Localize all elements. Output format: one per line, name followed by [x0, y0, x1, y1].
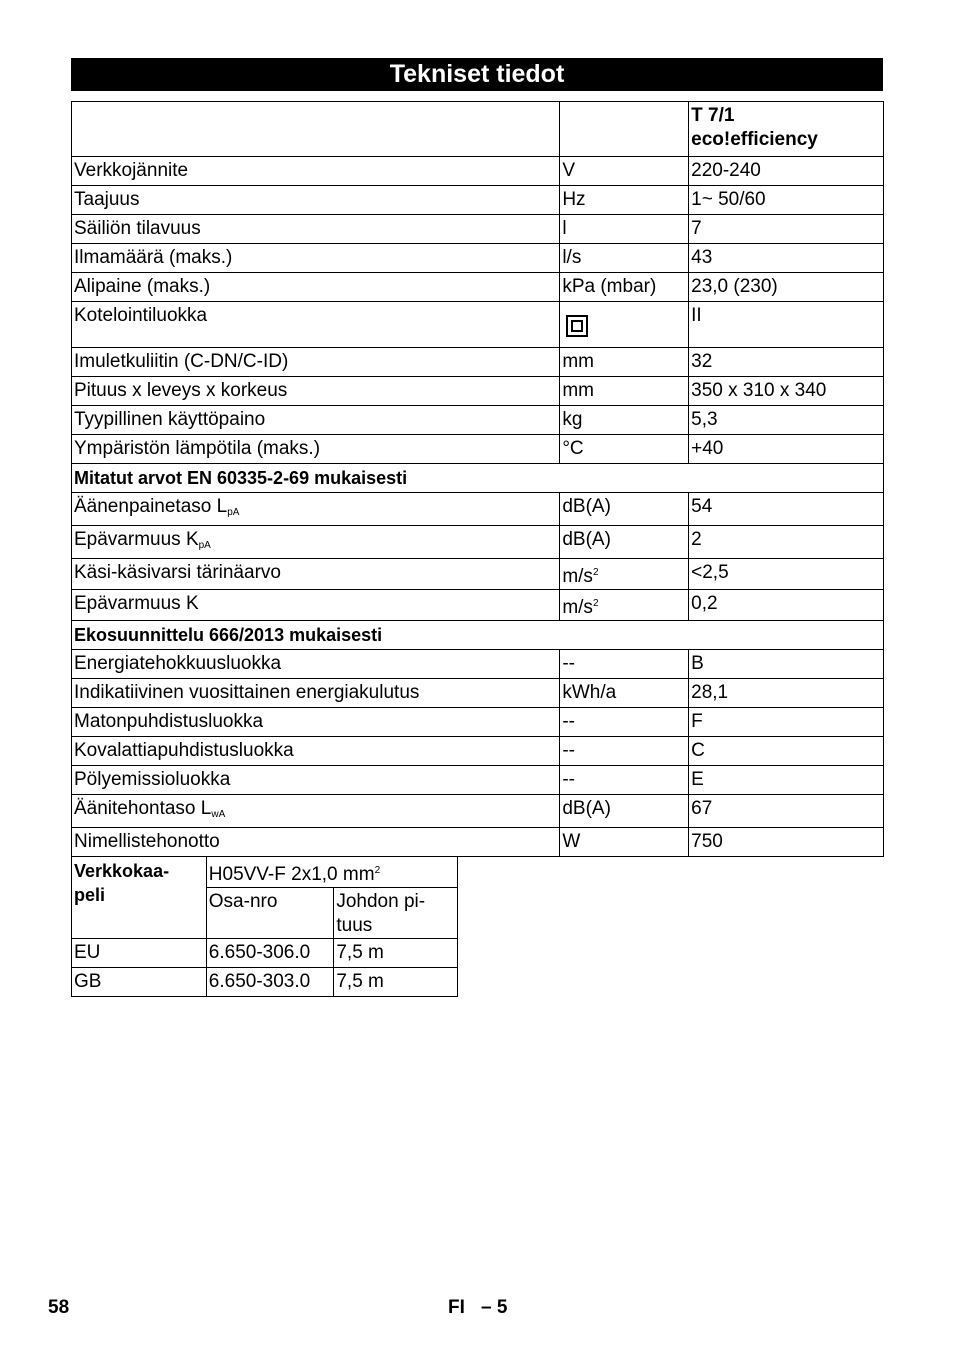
row-label: Alipaine (maks.) — [72, 273, 560, 302]
page-title: Tekniset tiedot — [71, 58, 883, 91]
table-row — [72, 828, 884, 857]
table-row — [72, 526, 884, 559]
region-cell: GB — [72, 968, 207, 997]
row-value: <2,5 — [689, 559, 884, 590]
row-unit: mm — [560, 348, 689, 377]
row-value: F — [689, 708, 884, 737]
row-value: 0,2 — [689, 590, 884, 621]
table-row — [72, 377, 884, 406]
row-label: Äänitehontaso $L_{wA}$ — [72, 795, 560, 828]
section-page-number: – 5 — [481, 1297, 508, 1318]
part-number-cell: 6.650-306.0 — [206, 939, 334, 968]
cable-length-cell: 7,5 m — [334, 939, 458, 968]
table-row — [72, 679, 884, 708]
row-label: Tyypillinen käyttöpaino — [72, 406, 560, 435]
row-value: B — [689, 650, 884, 679]
row-unit: -- — [560, 708, 689, 737]
row-value: 54 — [689, 493, 884, 526]
row-label: Pituus x leveys x korkeus — [72, 377, 560, 406]
table-row — [72, 406, 884, 435]
cable-length-cell: 7,5 m — [334, 968, 458, 997]
table-row — [72, 650, 884, 679]
row-label: Verkkojännite — [72, 157, 560, 186]
row-label: Kotelointiluokka — [72, 302, 560, 348]
table-row — [72, 590, 884, 621]
row-unit: mm — [560, 377, 689, 406]
table-row — [72, 273, 884, 302]
row-label: Äänenpainetaso $L_{pA}$ — [72, 493, 560, 526]
row-value: 220-240 — [689, 157, 884, 186]
row-label: Ympäristön lämpötila (maks.) — [72, 435, 560, 464]
row-label: Ilmamäärä (maks.) — [72, 244, 560, 273]
row-label: Pölyemissioluokka — [72, 766, 560, 795]
row-value: E — [689, 766, 884, 795]
table-row — [72, 939, 458, 968]
row-value: 350 x 310 x 340 — [689, 377, 884, 406]
row-unit: kg — [560, 406, 689, 435]
row-unit: -- — [560, 766, 689, 795]
section-heading: Mitatut arvot EN 60335-2-69 mukaisesti — [72, 464, 884, 493]
cable-heading: Verkkokaa- peli — [72, 857, 207, 939]
table-row — [72, 435, 884, 464]
region-cell: EU — [72, 939, 207, 968]
row-label: Käsi-käsivarsi tärinäarvo — [72, 559, 560, 590]
language-code: FI — [448, 1297, 465, 1318]
table-row — [72, 766, 884, 795]
table-row — [72, 708, 884, 737]
row-value: 23,0 (230) — [689, 273, 884, 302]
row-value: 28,1 — [689, 679, 884, 708]
row-unit: dB(A) — [560, 795, 689, 828]
row-value: 67 — [689, 795, 884, 828]
protection-class-ii-icon — [566, 315, 588, 337]
row-value: 32 — [689, 348, 884, 377]
spec-table — [71, 101, 884, 857]
row-unit: kPa (mbar) — [560, 273, 689, 302]
table-row — [72, 968, 458, 997]
row-label: Säiliön tilavuus — [72, 215, 560, 244]
row-unit: $m/s^2$ — [560, 590, 689, 621]
cable-type: H05VV-F 2x1,0 $mm^2$ — [206, 857, 457, 888]
row-unit: $m/s^2$ — [560, 559, 689, 590]
model-name: T 7/1 eco!efficiency — [689, 102, 884, 157]
table-header-row — [72, 102, 884, 157]
row-label: Epävarmuus K — [72, 590, 560, 621]
table-row — [72, 348, 884, 377]
part-number-cell: 6.650-303.0 — [206, 968, 334, 997]
row-unit: dB(A) — [560, 493, 689, 526]
row-unit: l — [560, 215, 689, 244]
table-row — [72, 157, 884, 186]
table-row — [72, 244, 884, 273]
header-empty-cell — [560, 102, 689, 157]
row-value: C — [689, 737, 884, 766]
row-value: II — [689, 302, 884, 348]
section-header-row — [72, 464, 884, 493]
row-unit: -- — [560, 650, 689, 679]
table-row — [72, 302, 884, 348]
power-cable-table — [71, 856, 458, 997]
row-label: Energiatehokkuusluokka — [72, 650, 560, 679]
table-row — [72, 493, 884, 526]
table-row — [72, 215, 884, 244]
section-header-row — [72, 621, 884, 650]
row-unit — [560, 302, 689, 348]
row-unit: °C — [560, 435, 689, 464]
row-label: Taajuus — [72, 186, 560, 215]
row-label: Epävarmuus $K_{pA}$ — [72, 526, 560, 559]
section-heading: Ekosuunnittelu 666/2013 mukaisesti — [72, 621, 884, 650]
row-label: Kovalattiapuhdistusluokka — [72, 737, 560, 766]
row-value: 43 — [689, 244, 884, 273]
row-value: 7 — [689, 215, 884, 244]
table-row — [72, 857, 458, 888]
cable-length-header: Johdon pi- tuus — [334, 888, 458, 939]
table-row — [72, 737, 884, 766]
table-row — [72, 795, 884, 828]
row-unit: -- — [560, 737, 689, 766]
row-unit: kWh/a — [560, 679, 689, 708]
row-label: Nimellistehonotto — [72, 828, 560, 857]
header-empty-cell — [72, 102, 560, 157]
part-number-header: Osa-nro — [206, 888, 334, 939]
row-label: Matonpuhdistusluokka — [72, 708, 560, 737]
row-value: 750 — [689, 828, 884, 857]
row-unit: Hz — [560, 186, 689, 215]
row-value: 5,3 — [689, 406, 884, 435]
row-unit: l/s — [560, 244, 689, 273]
row-unit: dB(A) — [560, 526, 689, 559]
row-unit: V — [560, 157, 689, 186]
row-value: +40 — [689, 435, 884, 464]
table-row — [72, 559, 884, 590]
row-value: 2 — [689, 526, 884, 559]
row-label: Imuletkuliitin (C-DN/C-ID) — [72, 348, 560, 377]
row-value: 1~ 50/60 — [689, 186, 884, 215]
row-label: Indikatiivinen vuosittainen energiakulutus — [72, 679, 560, 708]
row-unit: W — [560, 828, 689, 857]
table-row — [72, 186, 884, 215]
page-number: 58 — [48, 1297, 70, 1318]
